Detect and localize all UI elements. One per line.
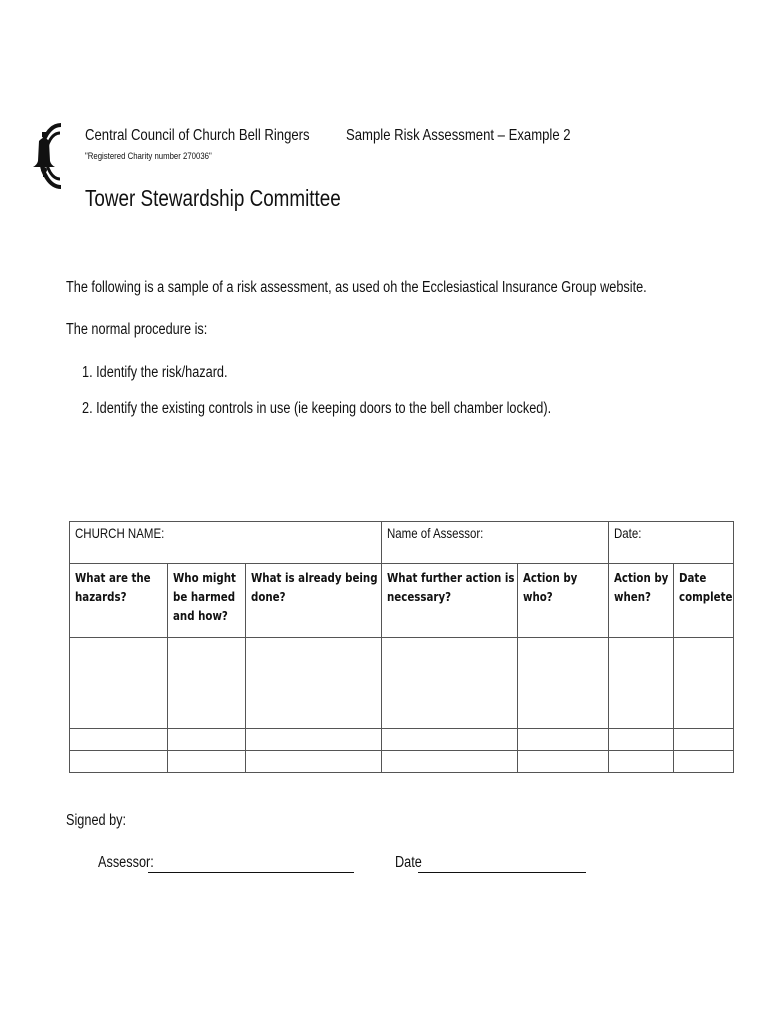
table-cell[interactable]	[168, 638, 246, 729]
table-cell[interactable]	[70, 729, 168, 751]
table-cell[interactable]	[168, 751, 246, 773]
table-cell[interactable]	[674, 751, 734, 773]
table-cell[interactable]	[246, 729, 382, 751]
table-row	[70, 729, 734, 751]
table-cell[interactable]	[70, 751, 168, 773]
table-cell[interactable]	[382, 751, 518, 773]
table-cell[interactable]	[382, 729, 518, 751]
risk-assessment-table	[69, 521, 734, 773]
table-row	[70, 751, 734, 773]
table-cell[interactable]	[609, 638, 674, 729]
table-cell[interactable]	[609, 729, 674, 751]
assessor-signature-line[interactable]	[148, 872, 354, 873]
table-cell[interactable]	[518, 638, 609, 729]
table-cell[interactable]	[70, 638, 168, 729]
date-cell[interactable]: Date:	[609, 522, 734, 564]
signature-date-line[interactable]	[418, 872, 586, 873]
procedure-label: The normal procedure is:	[66, 321, 208, 338]
organization-name: Central Council of Church Bell Ringers	[85, 127, 310, 144]
column-header: What are the hazards?	[70, 564, 168, 638]
column-header: Action by who?	[518, 564, 609, 638]
table-cell[interactable]	[518, 751, 609, 773]
table-cell[interactable]	[674, 729, 734, 751]
signature-date-label: Date	[395, 854, 422, 871]
table-cell[interactable]	[246, 638, 382, 729]
table-header-row	[70, 564, 734, 638]
column-header: Who might be harmed and how?	[168, 564, 246, 638]
table-cell[interactable]	[382, 638, 518, 729]
table-cell[interactable]	[609, 751, 674, 773]
procedure-step: 2. Identify the existing controls in use (ie keeping doors to the bell chamber locked).	[82, 400, 552, 417]
document-title: Sample Risk Assessment – Example 2	[346, 127, 571, 144]
intro-paragraph: The following is a sample of a risk assessment, as used oh the Ecclesiastical Insurance Group website.	[66, 279, 647, 296]
church-name-cell[interactable]: CHURCH NAME:	[70, 522, 382, 564]
table-info-row	[70, 522, 734, 564]
column-header: Action by when?	[609, 564, 674, 638]
committee-title: Tower Stewardship Committee	[85, 185, 341, 211]
table-cell[interactable]	[518, 729, 609, 751]
table-cell[interactable]	[246, 751, 382, 773]
column-header: Date complete	[674, 564, 734, 638]
column-header: What further action is necessary?	[382, 564, 518, 638]
assessor-name-cell[interactable]: Name of Assessor:	[382, 522, 609, 564]
assessor-signature-label: Assessor:	[98, 854, 154, 871]
procedure-step: 1. Identify the risk/hazard.	[82, 364, 228, 381]
bell-logo-icon	[23, 115, 69, 197]
signed-by-label: Signed by:	[66, 812, 127, 829]
table-row	[70, 638, 734, 729]
column-header: What is already being done?	[246, 564, 382, 638]
charity-number: "Registered Charity number 270036"	[85, 151, 212, 162]
table-cell[interactable]	[168, 729, 246, 751]
table-cell[interactable]	[674, 638, 734, 729]
